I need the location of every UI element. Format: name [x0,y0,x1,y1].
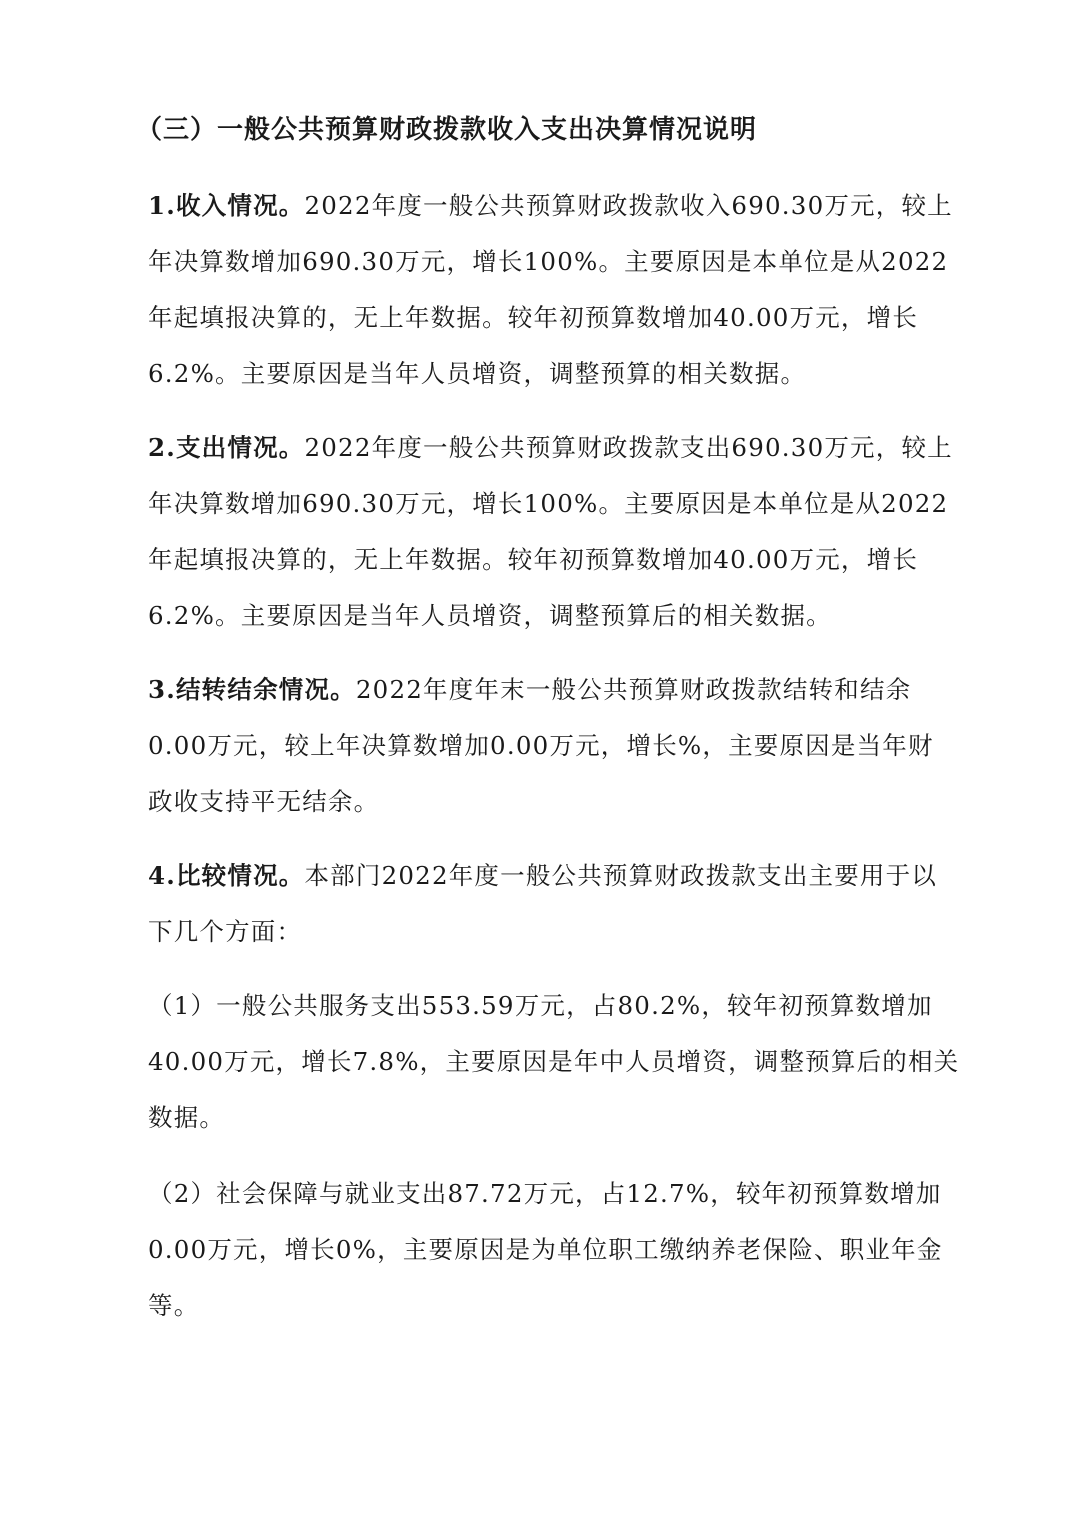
line-text: 本部门2022年度一般公共预算财政拨款支出主要用于以 [304,861,938,890]
carryover-paragraph [148,662,978,830]
line-text: 2022年度一般公共预算财政拨款支出690.30万元，较上 [304,433,953,462]
paragraph-line: 政收支持平无结余。 [148,787,380,816]
paragraph-line: 等。 [148,1291,200,1320]
section-heading: （三）一般公共预算财政拨款收入支出决算情况说明 [136,115,758,145]
paragraph-line: 0.00万元，较上年决算数增加0.00万元，增长%，主要原因是当年财 [148,731,934,760]
paragraph-line: 6.2%。主要原因是当年人员增资，调整预算的相关数据。 [148,359,807,388]
paragraph-line [148,662,978,718]
expenditure-paragraph [148,420,978,644]
line-text: 2022年度一般公共预算财政拨款收入690.30万元，较上 [304,191,953,220]
paragraph-line: 数据。 [148,1103,226,1132]
paragraph-line: 年起填报决算的，无上年数据。较年初预算数增加40.00万元，增长 [148,545,919,574]
expenditure-lead: 2.支出情况。 [148,433,305,462]
paragraph-line: （2）社会保障与就业支出87.72万元，占12.7%，较年初预算数增加 [148,1179,942,1208]
general-services-item [148,978,978,1146]
comparison-lead: 4.比较情况。 [148,861,305,890]
paragraph-line: 年起填报决算的，无上年数据。较年初预算数增加40.00万元，增长 [148,303,919,332]
income-paragraph [148,178,978,402]
paragraph-line: 下几个方面： [148,917,303,946]
paragraph-line: 6.2%。主要原因是当年人员增资，调整预算后的相关数据。 [148,601,832,630]
paragraph-line: （1）一般公共服务支出553.59万元，占80.2%，较年初预算数增加 [148,991,933,1020]
paragraph-line [148,178,978,234]
carryover-lead: 3.结转结余情况。 [148,675,356,704]
paragraph-line [148,848,978,904]
income-lead: 1.收入情况。 [148,191,305,220]
document-page [136,112,978,1354]
paragraph-line: 40.00万元，增长7.8%，主要原因是年中人员增资，调整预算后的相关 [148,1047,960,1076]
paragraph-line: 0.00万元，增长0%，主要原因是为单位职工缴纳养老保险、职业年金 [148,1235,943,1264]
line-text: 2022年度年末一般公共预算财政拨款结转和结余 [355,675,912,704]
social-security-item [148,1166,978,1334]
paragraph-line: 年决算数增加690.30万元，增长100%。主要原因是本单位是从2022 [148,247,949,276]
paragraph-line [148,420,978,476]
comparison-paragraph [148,848,978,960]
paragraph-line: 年决算数增加690.30万元，增长100%。主要原因是本单位是从2022 [148,489,949,518]
